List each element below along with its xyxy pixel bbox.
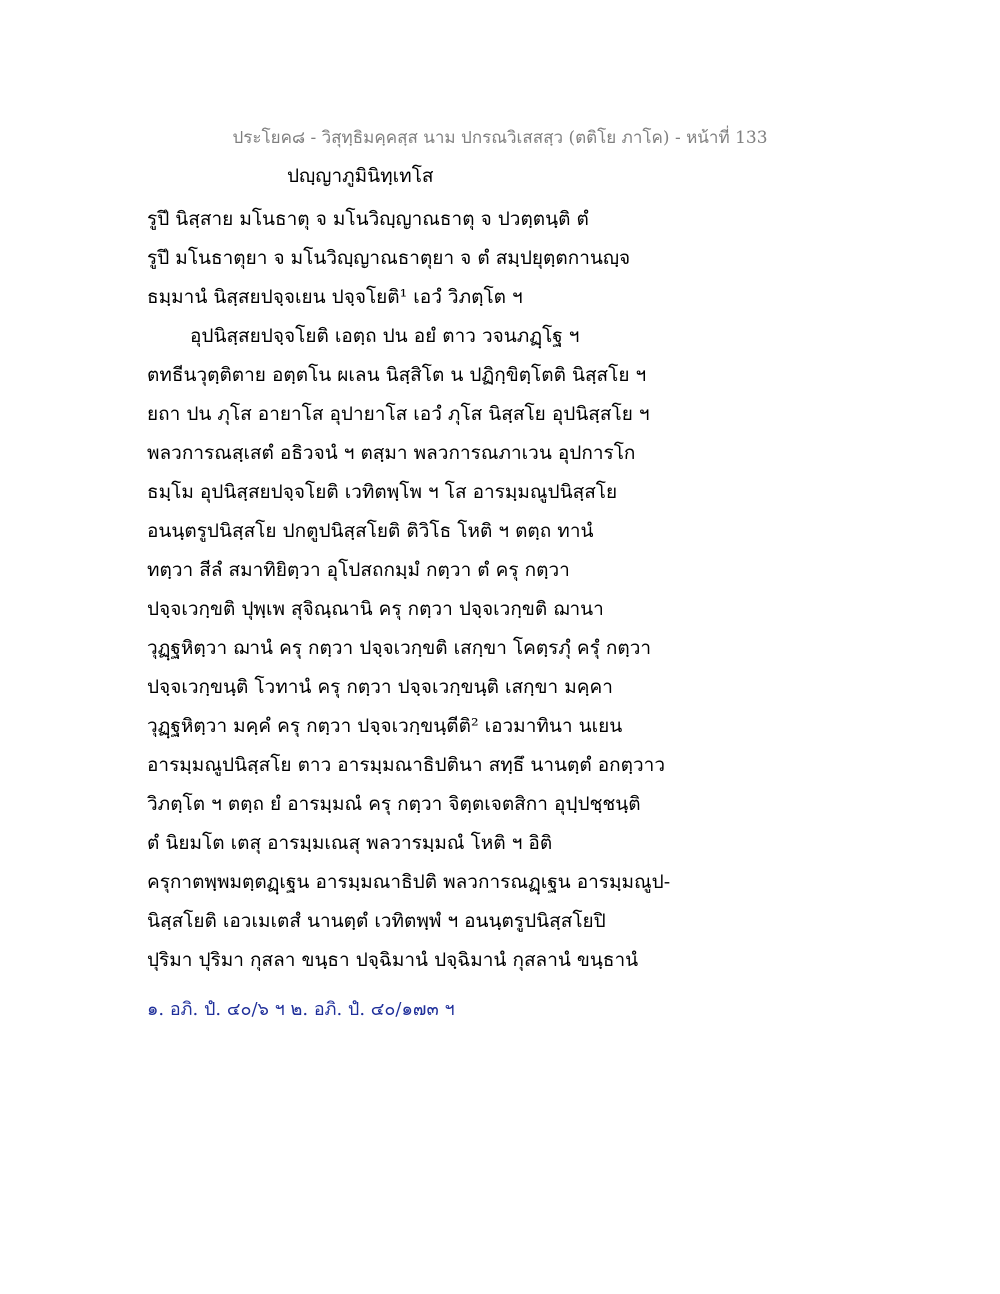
text-line: วุฏฺฐหิตฺวา ฌานํ ครุ กตฺวา ปจฺจเวกฺขติ เสกฺขา โคตฺรภุํ ครุํ กตฺวา <box>147 637 652 659</box>
text-line: ยถา ปน ภุโส อายาโส อุปายาโส เอวํ ภุโส นิสฺสโย อุปนิสฺสโย ฯ <box>147 403 650 425</box>
text-line: วิภตฺโต ฯ ตตฺถ ยํ อารมฺมณํ ครุ กตฺวา จิตฺตเจตสิกา อุปฺปชฺชนฺติ <box>147 793 641 815</box>
paragraph-start-line: อุปนิสฺสยปจฺจโยติ เอตฺถ ปน อยํ ตาว วจนภฏฺโฐ ฯ <box>190 325 580 347</box>
text-line: ปุริมา ปุริมา กุสลา ขนฺธา ปจฺฉิมานํ ปจฺฉิมานํ กุสลานํ ขนฺธานํ <box>147 949 639 971</box>
text-line: ปจฺจเวกฺขติ ปุพฺเพ สุจิณฺณานิ ครุ กตฺวา ปจฺจเวกฺขติ ฌานา <box>147 598 604 620</box>
text-line: อารมฺมณูปนิสฺสโย ตาว อารมฺมณาธิปตินา สทฺธึ นานตฺตํ อกตฺวาว <box>147 754 666 776</box>
footnote: ๑. อภิ. ปํ. ๔๐/๖ ฯ ๒. อภิ. ปํ. ๔๐/๑๗๓ ฯ <box>147 999 455 1020</box>
text-line: รูปึ มโนธาตุยา จ มโนวิญฺญาณธาตุยา จ ตํ สมฺปยุตฺตกานญฺจ <box>147 247 631 269</box>
text-line: พลวการณสฺเสตํ อธิวจนํ ฯ ตสฺมา พลวการณภาเวน อุปการโก <box>147 442 636 464</box>
section-title: ปญฺญาภูมินิทฺเทโส <box>287 165 434 187</box>
text-line: นิสฺสโยติ เอวเมเตสํ นานตฺตํ เวทิตพฺพํ ฯ อนนฺตรูปนิสฺสโยปิ <box>147 910 606 932</box>
text-line: ครุกาตพฺพมตฺตฏฺเฐน อารมฺมณาธิปติ พลวการณฏฺเฐน อารมฺมณูป- <box>147 871 671 893</box>
text-line: ธมฺโม อุปนิสฺสยปจฺจโยติ เวทิตพฺโพ ฯ โส อารมฺมณูปนิสฺสโย <box>147 481 618 503</box>
text-line: ตทธีนวุตฺติตาย อตฺตโน ผเลน นิสฺสิโต น ปฏิกฺขิตฺโตติ นิสฺสโย ฯ <box>147 364 647 386</box>
text-line: ทตฺวา สีลํ สมาทิยิตฺวา อุโปสถกมฺมํ กตฺวา ตํ ครุ กตฺวา <box>147 559 570 581</box>
text-line: รูปึ นิสฺสาย มโนธาตุ จ มโนวิญฺญาณธาตุ จ ปวตฺตนฺติ ตํ <box>147 208 589 230</box>
text-line: ธมฺมานํ นิสฺสยปจฺจเยน ปจฺจโยติ¹ เอวํ วิภตฺโต ฯ <box>147 286 523 308</box>
text-line: ปจฺจเวกฺขนฺติ โวทานํ ครุ กตฺวา ปจฺจเวกฺขนฺติ เสกฺขา มคฺคา <box>147 676 613 698</box>
text-line: ตํ นิยมโต เตสุ อารมฺมเณสุ พลวารมฺมณํ โหติ ฯ อิติ <box>147 832 553 854</box>
text-line: อนนฺตรูปนิสฺสโย ปกตูปนิสฺสโยติ ติวิโธ โหติ ฯ ตตฺถ ทานํ <box>147 520 594 542</box>
text-line: วุฏฺฐหิตฺวา มคฺคํ ครุ กตฺวา ปจฺจเวกฺขนฺตีติ² เอวมาทินา นเยน <box>147 715 623 737</box>
body-text <box>147 200 867 980</box>
page-header: ประโยค๘ - วิสุทฺธิมคฺคสฺส นาม ปกรณวิเสสสฺว (ตติโย ภาโค) - หน้าที่ 133 <box>232 128 768 148</box>
